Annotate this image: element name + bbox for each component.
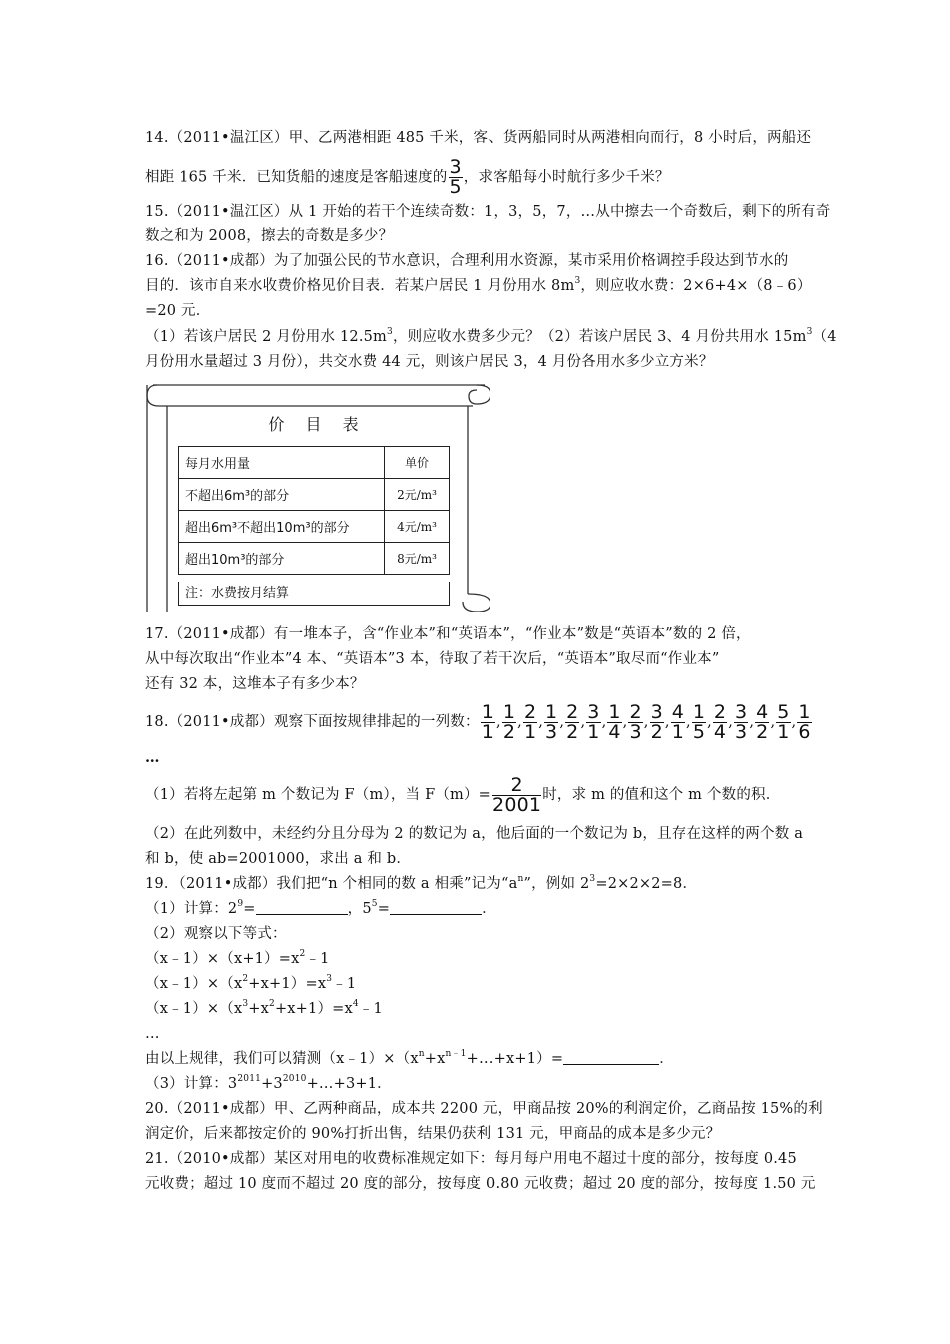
sequence-comma: , (664, 714, 670, 730)
sequence-fraction: $\frac{3}{2}$ (650, 700, 663, 743)
q16-line5: 月份用水量超过 3 月份），共交水费 44 元，则该户居民 3，4 月份各用水多少立方米？ (145, 354, 714, 370)
sequence-fraction: $\frac{2}{1}$ (523, 700, 537, 743)
q16-line3: =20 元． (145, 303, 211, 319)
q17-line2: 从中每次取出“作业本”4 本、“英语本”3 本，待取了若干次后，“英语本”取尽而“作业本” (145, 651, 720, 667)
sequence-fraction: $\frac{5}{1}$ (777, 700, 790, 743)
sequence-comma: , (770, 714, 776, 730)
sequence-comma: , (791, 714, 797, 730)
sequence-fraction: $\frac{2}{4}$ (713, 700, 727, 743)
q21-line2: 元收费；超过 10 度而不超过 20 度的部分，按每度 0.80 元收费；超过 20 度的部分，按每度 1.50 元 (145, 1176, 816, 1192)
header-usage: 每月水用量 (179, 447, 385, 479)
sequence-fraction: $\frac{1}{2}$ (502, 700, 516, 743)
q14-text: 相距 165 千米．已知货船的速度是客船速度的 (145, 169, 448, 186)
table-row (179, 479, 450, 511)
sequence-fraction: $\frac{3}{3}$ (735, 700, 748, 743)
q18-fraction: $\frac{2}{2001}$ (492, 773, 542, 816)
price-table-note: 注：水费按月结算 (178, 582, 450, 606)
q21-line1: 21.（2010•成都）某区对用电的收费标准规定如下：每月每户用电不超过十度的部分，按每度 0.45 (145, 1151, 797, 1167)
sequence-comma: , (496, 714, 501, 730)
q19-calc3: （3）计算：$3^{2011}+3^{2010}+\dots+3+1$． (145, 1074, 392, 1092)
price-table-image (145, 384, 490, 612)
sequence-comma: , (538, 714, 544, 730)
sequence-fraction: $\frac{1}{3}$ (545, 700, 558, 743)
sequence-fraction: $\frac{1}{5}$ (692, 700, 706, 743)
q14-text-end: ，求客船每小时航行多少千米？ (463, 169, 670, 186)
sequence-comma: , (643, 714, 649, 730)
row-usage: 超出6m³不超出10m³的部分 (179, 511, 385, 543)
answer-blank[interactable] (390, 900, 482, 915)
row-usage: 不超出6m³的部分 (179, 479, 385, 511)
q18-part1: （1）若将左起第 m 个数记为 F（m），当 F（m）= $\frac{2}{2001}$ 时，求 m 的值和这个 m 个数的积． (145, 773, 781, 816)
answer-blank[interactable] (563, 1050, 659, 1065)
q20-line2: 润定价，后来都按定价的 90%打折出售，结果仍获利 131 元，甲商品的成本是多少元？ (145, 1126, 721, 1142)
header-price: 单价 (385, 447, 450, 479)
row-usage: 超出10m³的部分 (179, 543, 385, 575)
q16-line2: 目的．该市自来水收费价格见价目表．若某户居民 1 月份用水 $8m^3$，则应收水费：2×6+4×（8﹣6） (145, 276, 812, 294)
sequence-fraction: $\frac{2}{2}$ (566, 700, 579, 743)
q19-calc2: （2）观察以下等式： (145, 926, 287, 942)
q14-fraction: $\frac{3}{5}$ (449, 156, 462, 198)
q15-line2: 数之和为 2008，擦去的奇数是多少？ (145, 228, 394, 244)
sequence-comma: , (622, 714, 628, 730)
sequence-fraction: $\frac{2}{3}$ (629, 700, 642, 743)
sequence-comma: , (686, 714, 691, 730)
sequence-comma: , (601, 714, 607, 730)
q18-part2-line2: 和 b，使 ab=2001000，求出 a 和 b． (145, 851, 412, 867)
price-table-title: 价 目 表 (268, 415, 367, 434)
q16-line1: 16.（2011•成都）为了加强公民的节水意识，合理利用水资源，某市采用价格调控手段达到节水的 (145, 253, 789, 269)
sequence-comma: , (749, 714, 755, 730)
q19-line1: 19．（2011•成都）我们把“n 个相同的数 a 相乘”记为“$a^n$”，例如 $2^3=2\times 2\times 2=8$． (145, 874, 698, 892)
sequence-fraction: $\frac{1}{1}$ (481, 700, 495, 743)
q14-line1: 14.（2011•温江区）甲、乙两港相距 485 千米，客、货两船同时从两港相向而行，8 小时后，两船还 (145, 130, 812, 146)
fraction-sequence (480, 700, 813, 743)
sequence-comma: , (580, 714, 586, 730)
q14-line2 (145, 158, 810, 196)
sequence-comma: , (517, 714, 522, 730)
table-row (179, 511, 450, 543)
q18-ellipsis: … (145, 749, 160, 766)
table-row (179, 543, 450, 575)
q19-eq3: $(x﹣1)\times(x^3+x^2+x+1)=x^4﹣1$ (145, 999, 383, 1017)
answer-blank[interactable] (256, 900, 348, 915)
price-table (178, 446, 450, 575)
q19-eq2: $(x﹣1)\times(x^2+x+1)=x^3﹣1$ (145, 974, 357, 992)
q19-guess: 由以上规律，我们可以猜测$(x﹣1)\times(x^n+x^{n﹣1}+\dots+x+1)=$ ． (145, 1049, 674, 1067)
sequence-comma: , (728, 714, 734, 730)
row-price: 2元/m³ (385, 479, 450, 511)
sequence-fraction: $\frac{4}{1}$ (671, 700, 684, 743)
row-price: 8元/m³ (385, 543, 450, 575)
sequence-fraction: $\frac{1}{4}$ (608, 700, 621, 743)
sequence-fraction: $\frac{3}{1}$ (587, 700, 600, 743)
sequence-fraction: $\frac{4}{2}$ (756, 700, 769, 743)
q18-part2-line1: （2）在此列数中，未经约分且分母为 2 的数记为 a，他后面的一个数记为 b，且存在这样的两个数 a (145, 826, 804, 842)
q17-line1: 17.（2011•成都）有一堆本子，含“作业本”和“英语本”，“作业本”数是“英语本”数的 2 倍， (145, 626, 751, 642)
sequence-comma: , (707, 714, 712, 730)
q15-line1: 15.（2011•温江区）从 1 开始的若干个连续奇数：1，3，5，7，…从中擦去一个奇数后，剩下的所有奇 (145, 204, 831, 220)
q19-eq1: $(x﹣1)\times(x+1)=x^2﹣1$ (145, 949, 330, 967)
q20-line1: 20.（2011•成都）甲、乙两种商品，成本共 2200 元，甲商品按 20%的利润定价，乙商品按 15%的利 (145, 1101, 823, 1117)
q18-line1: 18.（2011•成都）观察下面按规律排起的一列数： $\frac{1}{1}$ , $\frac{1}{2}$ , $\frac{2}{1}$ , $\frac{1}{3}$ , $\frac{2}{2}$ , $\frac{3}{1}$ , $\frac{1}{4}$ , $\frac{2}{3}$ , $\frac{3}{2}$ , $\frac{4}{1}$ , $\frac{1}{5}$ , $\frac{2}{4}$ , $\frac{3}{3}$ , $\frac{4}{2}$ , $\frac{5}{1}$ , $\frac{1}{6}$ (145, 700, 811, 743)
row-price: 4元/m³ (385, 511, 450, 543)
q16-line4: （1）若该户居民 2 月份用水 $12.5m^3$，则应收水费多少元？（2）若该户居民 3、4 月份共用水 $15m^3(4$ (145, 327, 837, 345)
q19-dots: … (145, 1026, 160, 1042)
sequence-fraction: $\frac{1}{6}$ (798, 700, 811, 743)
sequence-comma: , (559, 714, 565, 730)
q19-calc1: （1）计算：$2^9=$ ，$5^5=$ ． (145, 899, 497, 917)
q17-line3: 还有 32 本，这堆本子有多少本？ (145, 676, 365, 692)
table-header-row (179, 447, 450, 479)
